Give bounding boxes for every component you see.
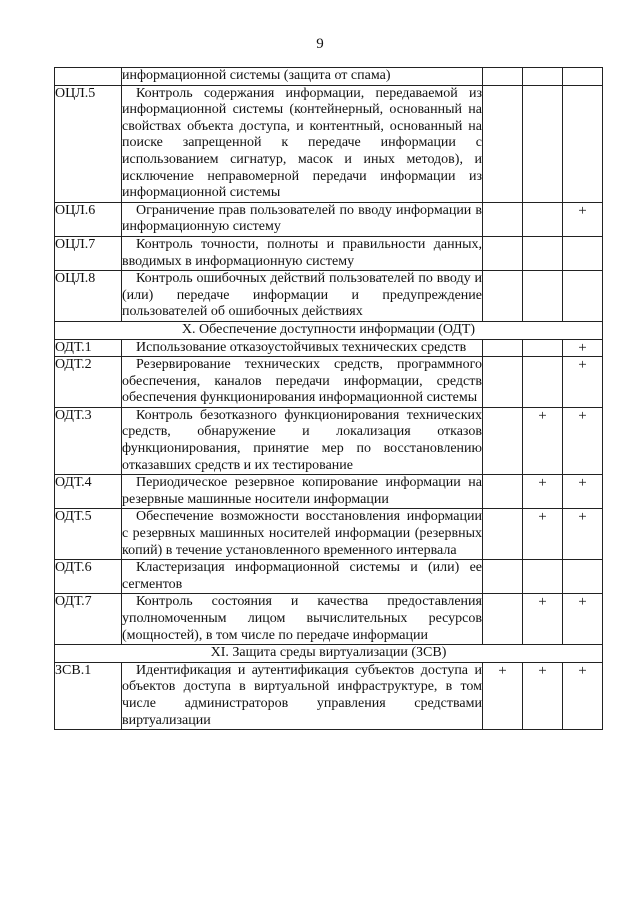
protection-class-mark-3 <box>563 560 603 594</box>
table-row <box>55 236 603 270</box>
measure-code: ЗСВ.1 <box>55 662 122 729</box>
measure-description-cell <box>122 202 483 236</box>
measure-description-cell <box>122 357 483 408</box>
table-row <box>55 357 603 408</box>
measure-code: ОЦЛ.6 <box>55 202 122 236</box>
table-row <box>55 407 603 474</box>
protection-class-mark-3: + <box>563 475 603 509</box>
table-row <box>55 68 603 86</box>
protection-class-mark-1 <box>483 357 523 408</box>
protection-class-mark-2 <box>523 85 563 202</box>
protection-class-mark-3 <box>563 236 603 270</box>
page-number: 9 <box>316 36 324 52</box>
protection-class-mark-1 <box>483 271 523 322</box>
protection-class-mark-3: + <box>563 339 603 357</box>
measure-code: ОДТ.1 <box>55 339 122 357</box>
measure-description: Контроль ошибочных действий пользователей по вводу и (или) передаче информации и предупреждение пользователей об ошибочных действиях <box>122 271 482 320</box>
protection-class-mark-2: + <box>523 509 563 560</box>
table-row <box>55 271 603 322</box>
protection-class-mark-2 <box>523 560 563 594</box>
protection-class-mark-1 <box>483 202 523 236</box>
measure-description: Контроль содержания информации, передаваемой из информационной системы (контейнерный, основанный на свойствах объекта доступа, и контентный, основанный на поиске запрещенной к передаче информации с использованием сигнатур, масок и иных методов), и исключение неправомерной передачи информации из информационной системы <box>122 85 482 201</box>
table-row <box>55 594 603 645</box>
protection-class-mark-3 <box>563 85 603 202</box>
protection-class-mark-2 <box>523 357 563 408</box>
measure-description: информационной системы (защита от спама) <box>122 68 391 83</box>
protection-class-mark-3: + <box>563 594 603 645</box>
measure-code: ОДТ.5 <box>55 509 122 560</box>
table-row <box>55 475 603 509</box>
measure-code: ОЦЛ.7 <box>55 236 122 270</box>
protection-class-mark-3: + <box>563 407 603 474</box>
measure-description: Контроль состояния и качества предоставления уполномоченным лицом вычислительных ресурсов (мощностей), в том числе по передаче информации <box>122 594 482 643</box>
protection-class-mark-2 <box>523 68 563 86</box>
measure-code: ОДТ.6 <box>55 560 122 594</box>
table-row <box>55 85 603 202</box>
measure-description-cell <box>122 475 483 509</box>
protection-class-mark-2 <box>523 202 563 236</box>
protection-class-mark-3 <box>563 68 603 86</box>
protection-class-mark-2: + <box>523 407 563 474</box>
protection-class-mark-1 <box>483 85 523 202</box>
table-row <box>55 662 603 729</box>
measure-code: ОДТ.2 <box>55 357 122 408</box>
measure-description: Идентификация и аутентификация субъектов доступа и объектов доступа в виртуальной инфраструктуре, в том числе администраторов управления средствами виртуализации <box>122 662 482 728</box>
protection-class-mark-3: + <box>563 509 603 560</box>
measure-description-cell <box>122 509 483 560</box>
measure-description: Обеспечение возможности восстановления информации с резервных машинных носителей информации (резервных копий) в течение установленного временного интервала <box>122 509 482 558</box>
measure-description: Резервирование технических средств, программного обеспечения, каналов передачи информации, средств обеспечения функционирования информационной системы <box>122 357 482 406</box>
table-row <box>55 560 603 594</box>
measure-description: Ограничение прав пользователей по вводу информации в информационную систему <box>122 202 482 235</box>
table-row <box>55 509 603 560</box>
protection-class-mark-3: + <box>563 202 603 236</box>
protection-class-mark-2 <box>523 236 563 270</box>
protection-class-mark-1 <box>483 339 523 357</box>
measure-description-cell <box>122 68 483 86</box>
protection-class-mark-3 <box>563 271 603 322</box>
protection-class-mark-2: + <box>523 662 563 729</box>
measure-description-cell <box>122 662 483 729</box>
protection-class-mark-2 <box>523 271 563 322</box>
measure-description: Кластеризация информационной системы и (или) ее сегментов <box>122 560 482 592</box>
protection-class-mark-3: + <box>563 357 603 408</box>
measure-description: Использование отказоустойчивых технических средств <box>136 339 467 355</box>
table-row <box>55 339 603 357</box>
measure-description-cell <box>122 560 483 594</box>
protection-class-mark-2: + <box>523 594 563 645</box>
protection-class-mark-1 <box>483 68 523 86</box>
protection-class-mark-3: + <box>563 662 603 729</box>
protection-class-mark-1 <box>483 236 523 270</box>
section-title: XI. Защита среды виртуализации (ЗСВ) <box>55 645 603 663</box>
measure-description-cell <box>122 407 483 474</box>
measure-description: Периодическое резервное копирование информации на резервные машинные носители информации <box>122 475 482 507</box>
measure-code <box>55 68 122 86</box>
measure-description-cell <box>122 236 483 270</box>
protection-class-mark-1 <box>483 594 523 645</box>
protection-class-mark-1 <box>483 475 523 509</box>
measure-description-cell <box>122 339 483 357</box>
requirements-table <box>54 67 603 730</box>
measure-description-cell <box>122 85 483 202</box>
protection-class-mark-1: + <box>483 662 523 729</box>
measure-code: ОЦЛ.5 <box>55 85 122 202</box>
protection-class-mark-1 <box>483 560 523 594</box>
measure-description: Контроль безотказного функционирования технических средств, обнаружение и локализация отказов функционирования, принятие мер по восстановлению отказавших средств и их тестирование <box>122 407 482 473</box>
section-header-row <box>55 645 603 663</box>
section-header-row <box>55 321 603 339</box>
measure-description-cell <box>122 594 483 645</box>
measure-description: Контроль точности, полноты и правильности данных, вводимых в информационную систему <box>122 236 482 269</box>
measure-code: ОДТ.3 <box>55 407 122 474</box>
protection-class-mark-1 <box>483 509 523 560</box>
table-row <box>55 202 603 236</box>
requirements-table-body <box>55 68 603 730</box>
measure-code: ОДТ.4 <box>55 475 122 509</box>
protection-class-mark-2 <box>523 339 563 357</box>
protection-class-mark-2: + <box>523 475 563 509</box>
measure-description-cell <box>122 271 483 322</box>
measure-code: ОДТ.7 <box>55 594 122 645</box>
protection-class-mark-1 <box>483 407 523 474</box>
measure-code: ОЦЛ.8 <box>55 271 122 322</box>
section-title: X. Обеспечение доступности информации (ОДТ) <box>55 321 603 339</box>
